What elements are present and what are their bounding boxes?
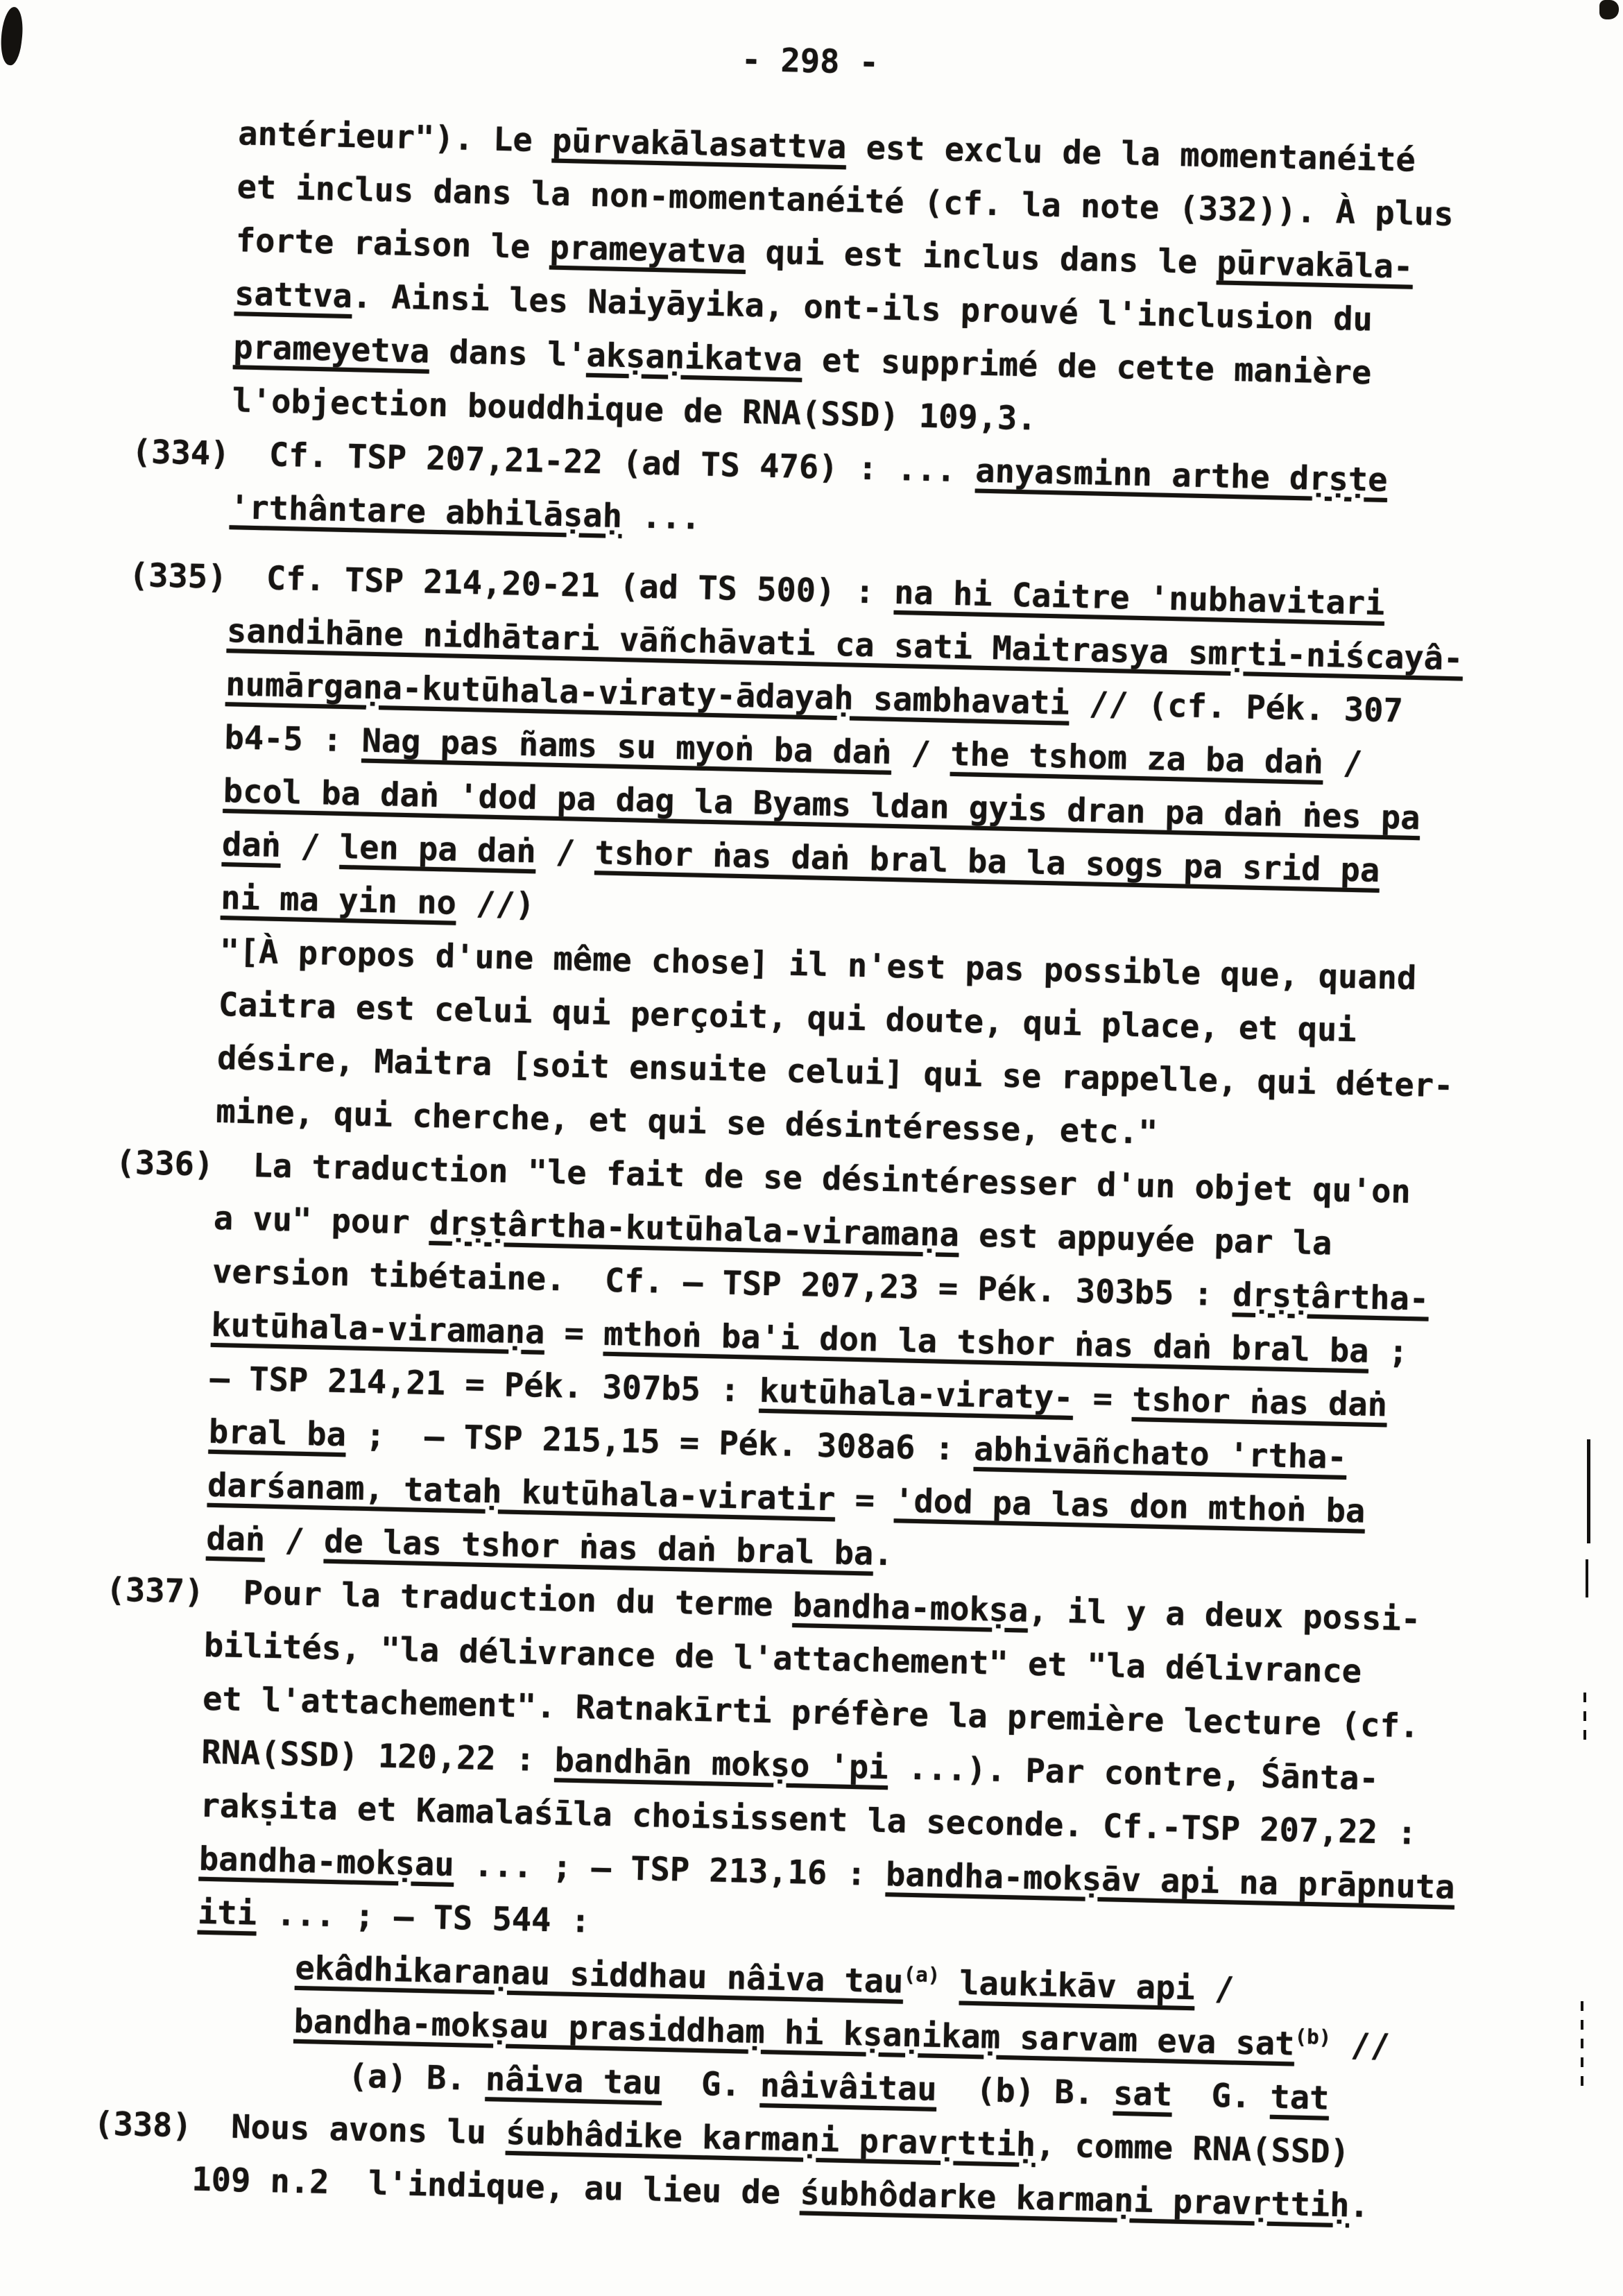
underlined-term: prameyatva: [549, 228, 747, 271]
superscript-ref: (a): [903, 1962, 941, 1987]
underlined-term: bandha-mokṣa: [792, 1586, 1029, 1630]
text-run: /: [264, 1520, 325, 1561]
text-run: G.: [1171, 2075, 1271, 2116]
footnote-number: (337): [105, 1570, 205, 1611]
text-run: =: [1072, 1379, 1133, 1419]
text-run: ... ; — TSP 213,16 :: [454, 1846, 886, 1894]
text-run: — TSP 214,21 = Pék. 307b5 :: [209, 1359, 760, 1410]
footnote-336: [0, 1133, 1597, 1597]
text-run: et supprimé de cette manière: [802, 341, 1372, 393]
underlined-term: pūrvakāla-: [1216, 243, 1414, 286]
text-run: /: [1194, 1969, 1235, 2009]
underlined-term: sandihāne nidhātari vāñchāvati ca sati Maitrasya smṛti-niścayâ-: [226, 612, 1463, 678]
text-run: /: [535, 832, 596, 873]
text-run: et l'attachement". Ratnakīrti préfère la première lecture (cf.: [202, 1679, 1420, 1746]
underlined-term: bandha-mokṣau: [198, 1840, 455, 1884]
text-run: Caitra est celui qui perçoit, qui doute, qui place, et qui: [218, 985, 1357, 1050]
underlined-term: bandha-mokṣāv api na prāpnuta: [885, 1856, 1456, 1907]
underlined-term: the tshom za ba daṅ: [950, 735, 1324, 782]
text-run: dans l': [429, 332, 587, 375]
note-333-continuation: [0, 101, 1620, 459]
underlined-term: abhivāñchato 'rtha-: [973, 1430, 1348, 1477]
underlined-term: śubhâdike karmaṇi pravṛttiḥ: [505, 2114, 1036, 2165]
text-run: est exclu de la momentanéité: [845, 128, 1416, 180]
text-run: /: [891, 733, 951, 773]
text-run: Nous avons lu: [191, 2107, 506, 2152]
text-run: qui est inclus dans le: [745, 232, 1218, 282]
footnote-335: [0, 545, 1610, 1170]
footnote-number: (338): [93, 2105, 193, 2145]
scan-smudge-top-right: [1599, 0, 1619, 19]
text-run: (a) B.: [347, 2057, 486, 2099]
underlined-term: bral ba: [208, 1412, 347, 1455]
text-run: //: [1330, 2025, 1391, 2066]
underlined-term: dṛṣṭârtha-kutūhala-viramaṇa: [429, 1203, 960, 1255]
text-run: //): [456, 884, 535, 925]
underlined-term: darśanam, tataḥ kutūhala-viratir: [207, 1466, 836, 1519]
underlined-term: 'rthântare abhilāṣaḥ: [229, 488, 623, 536]
text-run: version tibétaine. Cf. — TSP 207,23 = Pék. 303b5 :: [212, 1252, 1233, 1314]
text-run: , il y a deux possi-: [1027, 1591, 1421, 1639]
footnote-number: (336): [115, 1143, 214, 1184]
text-run: RNA(SSD) 120,22 :: [200, 1733, 556, 1780]
text-run: désire, Maitra [soit ensuite celui] qui se rappelle, qui déter-: [216, 1038, 1454, 1106]
underlined-term: sat: [1113, 2074, 1173, 2114]
text-blocks: [0, 101, 1620, 2237]
text-run: est appuyée par la: [959, 1216, 1333, 1263]
text-run: // (cf. Pék. 307: [1069, 684, 1404, 730]
underlined-term: daṅ: [221, 825, 282, 865]
underlined-term: śubhôdarke karmaṇi pravṛttiḥ: [799, 2174, 1350, 2225]
text-run: .: [1348, 2186, 1370, 2226]
text-run: a vu" pour: [213, 1199, 430, 1242]
text-run: rakṣita et Kamalaśīla choisissent la seconde. Cf.-TSP 207,22 :: [200, 1786, 1418, 1853]
text-run: forte raison le: [235, 221, 551, 267]
text-run: G.: [661, 2064, 761, 2105]
text-run: La traduction "le fait de se désintéresser d'un objet qu'on: [213, 1145, 1411, 1212]
underlined-term: tshor ṅas daṅ bral ba la sogs pa srid pa: [594, 834, 1380, 890]
footnote-337: [0, 1560, 1587, 2131]
text-run: . Ainsi les Naiyāyika, ont-ils prouvé l'inclusion du: [352, 277, 1373, 339]
underlined-term: nâiva tau: [485, 2060, 663, 2102]
text-run: Cf. TSP 207,21-22 (ad TS 476) : ...: [229, 435, 977, 490]
text-run: =: [544, 1313, 604, 1353]
text-run: ... ; — TS 544 :: [256, 1894, 591, 1941]
superscript-ref: (b): [1294, 2024, 1332, 2050]
text-run: /: [280, 826, 341, 866]
underlined-term: sattva: [234, 275, 353, 316]
text-run: /: [1323, 744, 1364, 783]
text-run: (b) B.: [936, 2070, 1114, 2113]
underlined-term: daṅ: [205, 1519, 266, 1559]
text-run: Cf. TSP 214,20-21 (ad TS 500) :: [226, 558, 895, 612]
footnote-number: (334): [131, 432, 231, 474]
text-run: "[À propos d'une même chose] il n'est pas possible que, quand: [219, 932, 1417, 998]
text-run: ; — TSP 215,15 = Pék. 308a6 :: [345, 1416, 974, 1468]
text-run: b4-5 :: [224, 719, 363, 760]
underlined-term: akṣaṇikatva: [586, 336, 803, 379]
text-run: l'objection bouddhique de RNA(SSD) 109,3.: [232, 382, 1038, 438]
page-number: - 298 -: [741, 40, 879, 83]
text-run: ;: [1368, 1332, 1409, 1372]
text-run: , comme RNA(SSD): [1035, 2126, 1350, 2172]
underlined-term: de las tshor ṅas daṅ bral ba: [323, 1522, 874, 1573]
underlined-term: bandha-mokṣau prasiddhaṃ hi kṣaṇikaṃ sarvam eva sat: [293, 2002, 1296, 2064]
text-run: ...: [621, 497, 701, 538]
text-run: antérieur"). Le: [237, 114, 553, 160]
text-run: 109 n.2 l'indique, au lieu de: [191, 2160, 801, 2213]
text-run: mine, qui cherche, et qui se désintéresse, etc.": [215, 1092, 1158, 1152]
underlined-term: laukikāv api: [959, 1964, 1196, 2008]
underlined-term: numārgaṇa-kutūhala-viraty-ādayaḥ sambhavati: [225, 665, 1070, 723]
underlined-term: ekâdhikaraṇau siddhau nâiva tau: [294, 1948, 904, 2001]
underlined-term: pūrvakālasattva: [551, 121, 848, 167]
underlined-term: tshor ṅas daṅ: [1131, 1380, 1388, 1425]
footnote-number: (335): [128, 556, 228, 597]
underlined-term: mthoṅ ba'i don la tshor ṅas daṅ bral ba: [603, 1314, 1370, 1371]
text-run: ...). Par contre, Śānta-: [887, 1749, 1380, 1799]
text-run: =: [834, 1480, 895, 1520]
text-run: Pour la traduction du terme: [203, 1573, 793, 1625]
text-run: et inclus dans la non-momentanéité (cf. la note (332)). À plus: [237, 168, 1454, 234]
underlined-term: anyasminn arthe dṛṣṭe: [974, 452, 1389, 500]
underlined-term: Nag pas ñams su myoṅ ba daṅ: [361, 721, 893, 772]
underlined-term: ni ma yin no: [220, 879, 457, 923]
underlined-term: iti: [197, 1893, 257, 1933]
scan-line-artifact: [1581, 2001, 1583, 2090]
underlined-term: prameyetva: [232, 328, 430, 371]
text-run: bilités, "la délivrance de l'attachement" et "la délivrance: [203, 1626, 1362, 1691]
underlined-term: tat: [1269, 2077, 1330, 2118]
text-run: .: [873, 1534, 894, 1574]
underlined-term: nâivâitau: [759, 2066, 938, 2109]
underlined-term: len pa daṅ: [339, 828, 537, 871]
underlined-term: bandhān mokṣo 'pi: [554, 1741, 889, 1788]
underlined-term: 'dod pa las don mthoṅ ba: [893, 1482, 1366, 1531]
underlined-term: kutūhala-viraty-: [759, 1371, 1074, 1418]
underlined-term: kutūhala-viramaṇa: [210, 1305, 545, 1352]
underlined-term: bcol ba daṅ 'dod pa dag la Byams ldan gyis dran pa daṅ ṅes pa: [223, 772, 1421, 838]
text-run: [939, 1964, 960, 2003]
underlined-term: dṛṣṭârtha-: [1232, 1276, 1429, 1319]
underlined-term: na hi Caitre 'nubhavitari: [893, 573, 1386, 623]
